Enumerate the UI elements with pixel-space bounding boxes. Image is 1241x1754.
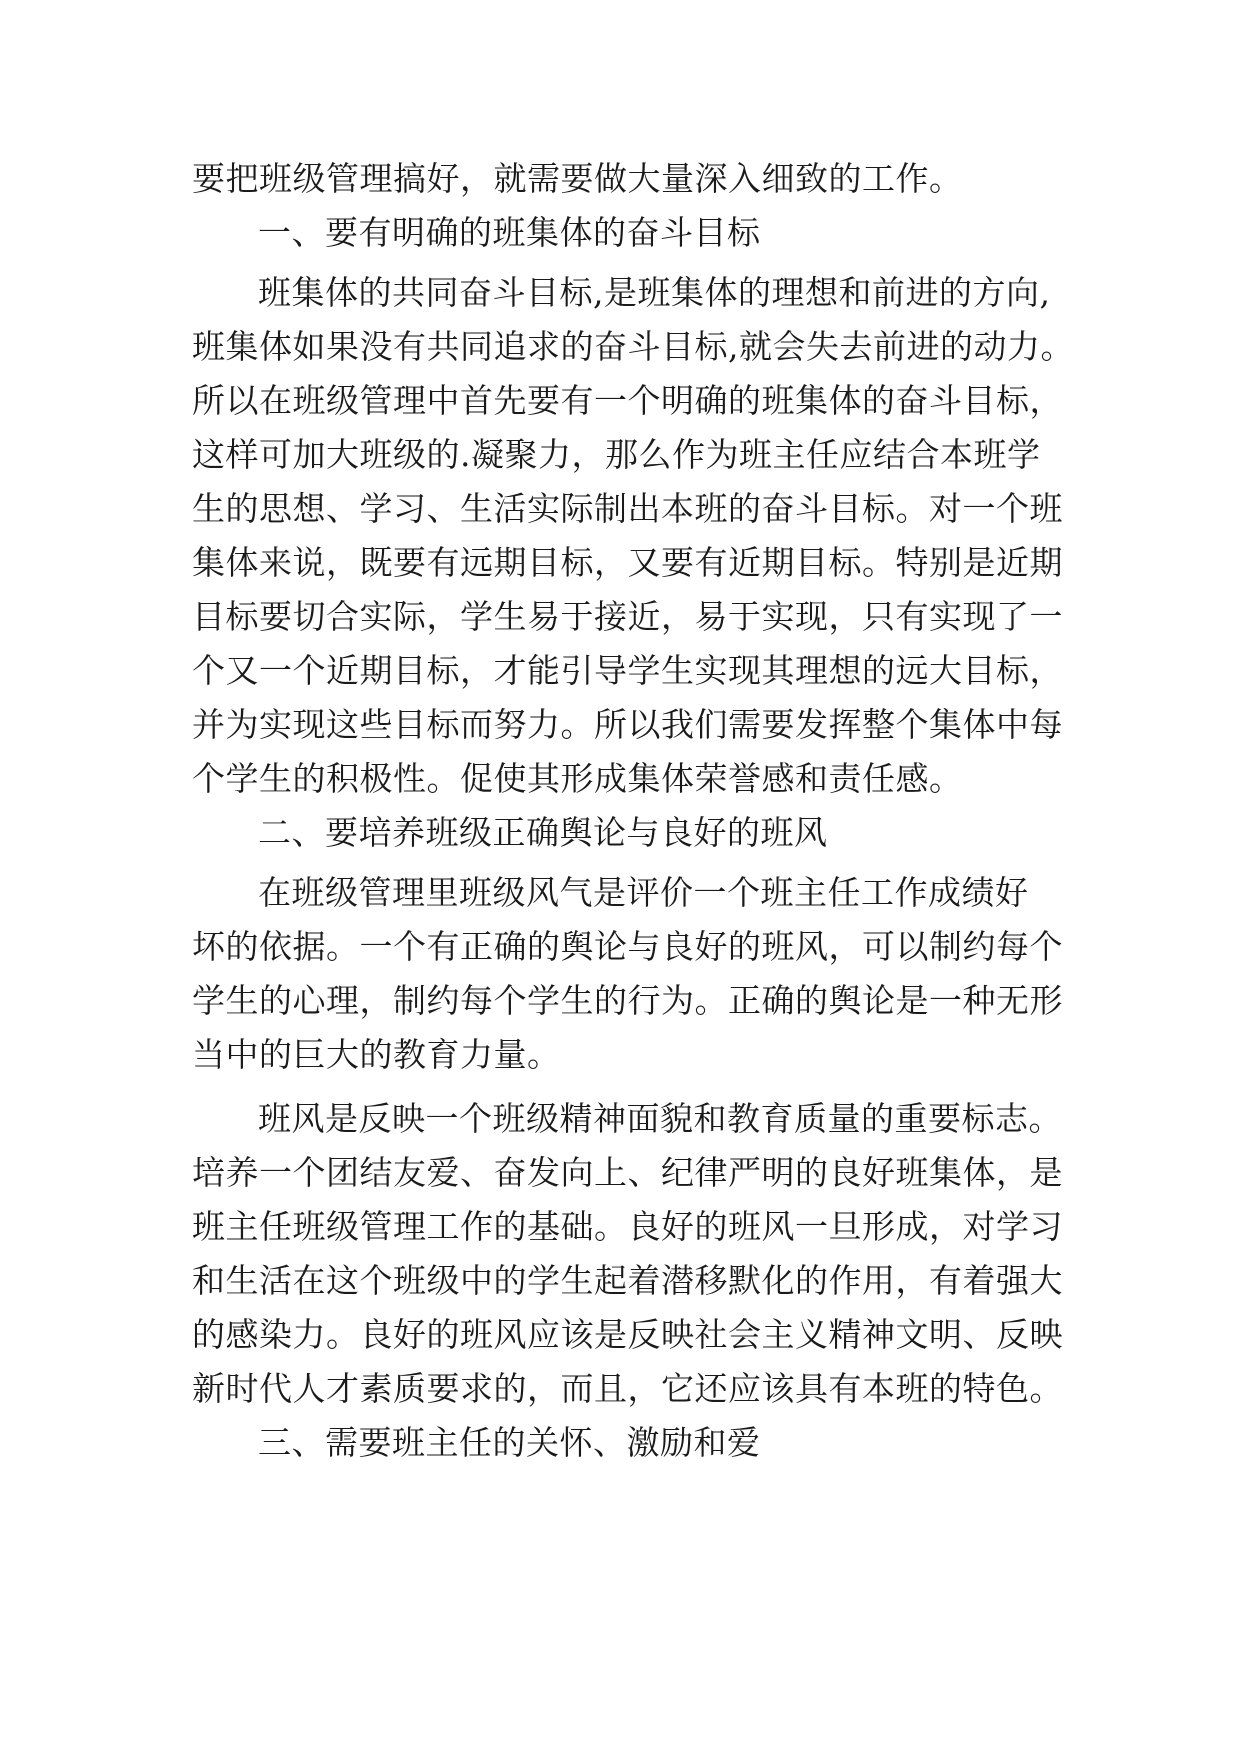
section-heading-1: 一、要有明确的班集体的奋斗目标 <box>258 213 761 252</box>
text-line: 班风是反映一个班级精神面貌和教育质量的重要标志。 <box>258 1099 1062 1138</box>
text-line: 坏的依据。一个有正确的舆论与良好的班风，可以制约每个 <box>192 927 1063 966</box>
text-line: 班主任班级管理工作的基础。良好的班风一旦形成，对学习 <box>192 1207 1063 1246</box>
text-line: 个学生的积极性。促使其形成集体荣誉感和责任感。 <box>192 759 963 798</box>
text-line: 集体来说，既要有远期目标，又要有近期目标。特别是近期 <box>192 543 1063 582</box>
text-line: 目标要切合实际，学生易于接近，易于实现，只有实现了一 <box>192 597 1063 636</box>
section-heading-3: 三、需要班主任的关怀、激励和爱 <box>258 1423 761 1462</box>
text-line: 新时代人才素质要求的，而且，它还应该具有本班的特色。 <box>192 1369 1063 1408</box>
text-line: 班集体的共同奋斗目标,是班集体的理想和前进的方向, <box>258 273 1051 312</box>
text-line: 个又一个近期目标，才能引导学生实现其理想的远大目标， <box>192 651 1063 690</box>
text-line: 的感染力。良好的班风应该是反映社会主义精神文明、反映 <box>192 1315 1063 1354</box>
text-line: 在班级管理里班级风气是评价一个班主任工作成绩好 <box>258 873 1029 912</box>
section-heading-2: 二、要培养班级正确舆论与良好的班风 <box>258 813 828 852</box>
body-text <box>192 152 1092 1470</box>
text-line: 和生活在这个班级中的学生起着潜移默化的作用，有着强大 <box>192 1261 1063 1300</box>
text-line: 要把班级管理搞好，就需要做大量深入细致的工作。 <box>192 159 963 198</box>
text-line: 班集体如果没有共同追求的奋斗目标,就会失去前进的动力。 <box>192 327 1074 366</box>
text-line: 这样可加大班级的.凝聚力，那么作为班主任应结合本班学 <box>192 435 1041 474</box>
text-line: 培养一个团结友爱、奋发向上、纪律严明的良好班集体，是 <box>192 1153 1063 1192</box>
text-line: 并为实现这些目标而努力。所以我们需要发挥整个集体中每 <box>192 705 1063 744</box>
text-line: 当中的巨大的教育力量。 <box>192 1035 561 1074</box>
text-line: 学生的心理，制约每个学生的行为。正确的舆论是一种无形 <box>192 981 1063 1020</box>
text-line: 生的思想、学习、生活实际制出本班的奋斗目标。对一个班 <box>192 489 1063 528</box>
text-line: 所以在班级管理中首先要有一个明确的班集体的奋斗目标， <box>192 381 1063 420</box>
